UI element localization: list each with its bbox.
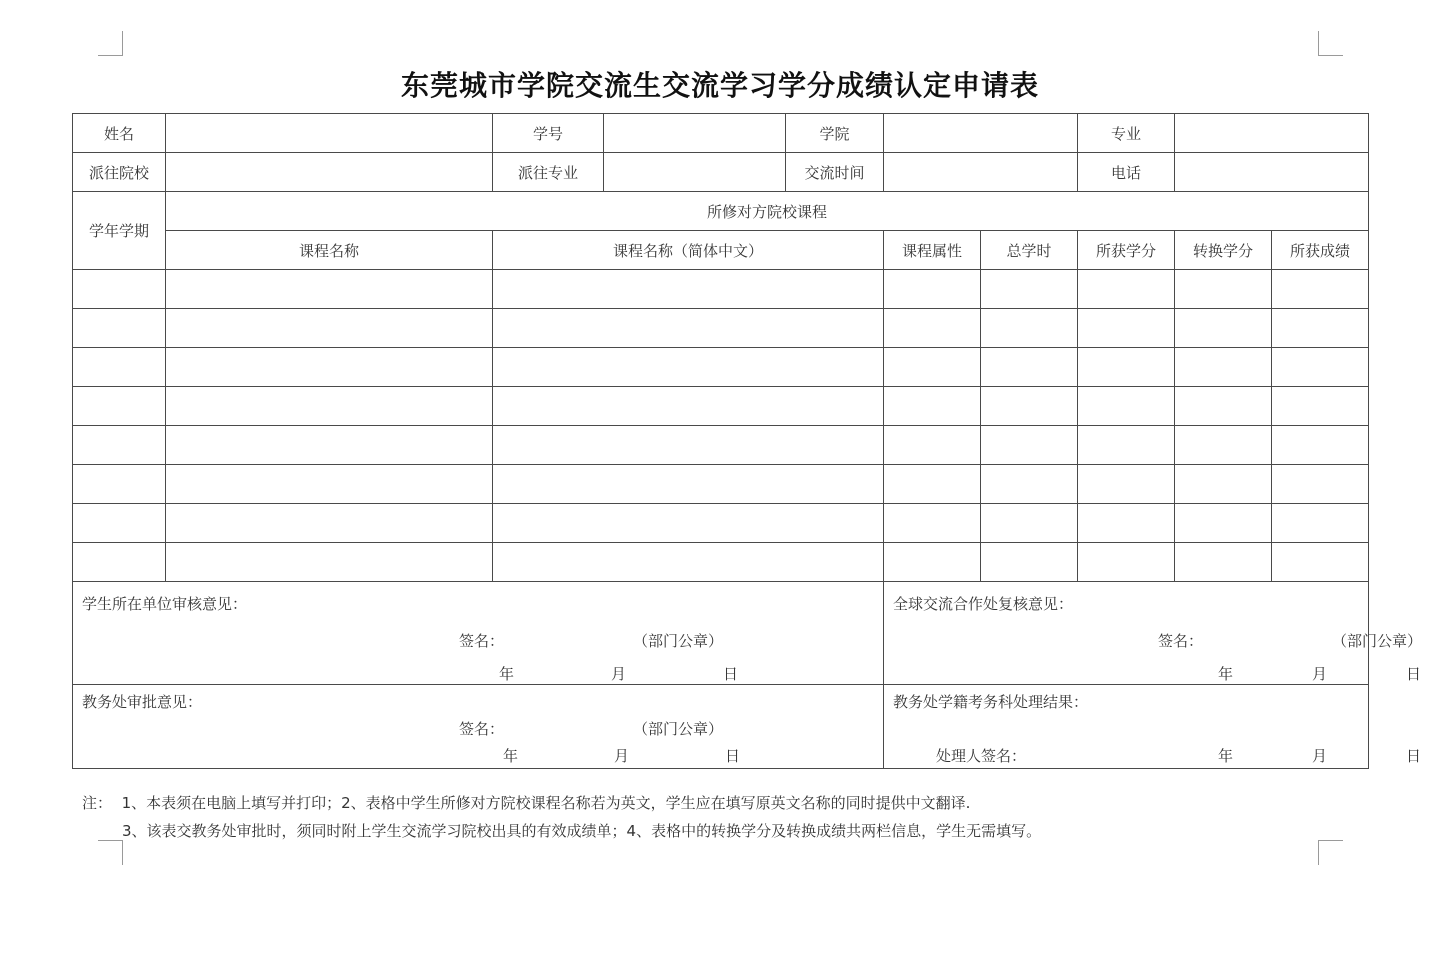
course-name-cell[interactable] — [166, 309, 493, 348]
course-type-cell[interactable] — [884, 504, 981, 543]
course-name-cn-cell[interactable] — [493, 504, 884, 543]
unit-sign-label: 签名： — [459, 632, 505, 650]
course-name-cell[interactable] — [166, 270, 493, 309]
global-year-label: 年 — [1218, 665, 1234, 683]
course-name-cn-cell[interactable] — [493, 465, 884, 504]
grade-earned-cell[interactable] — [1272, 348, 1369, 387]
crop-mark-top-right — [1318, 31, 1343, 56]
converted-credits-cell[interactable] — [1175, 309, 1272, 348]
semester-cell[interactable] — [73, 426, 166, 465]
major-field[interactable] — [1175, 114, 1369, 153]
course-name-cell[interactable] — [166, 426, 493, 465]
phone-label: 电话 — [1078, 153, 1175, 192]
semester-label: 学年学期 — [73, 192, 166, 270]
total-hours-cell[interactable] — [981, 426, 1078, 465]
grade-earned-cell[interactable] — [1272, 426, 1369, 465]
course-type-cell[interactable] — [884, 348, 981, 387]
global-office-label: 全球交流合作处复核意见： — [893, 595, 1074, 613]
total-hours-cell[interactable] — [981, 504, 1078, 543]
course-row — [73, 504, 1369, 543]
semester-cell[interactable] — [73, 387, 166, 426]
course-type-cell[interactable] — [884, 270, 981, 309]
college-field[interactable] — [884, 114, 1078, 153]
unit-opinion-section[interactable] — [73, 582, 884, 685]
unit-month-label: 月 — [611, 665, 627, 683]
course-type-cell[interactable] — [884, 426, 981, 465]
col-converted-credits: 转换学分 — [1175, 231, 1272, 270]
notes-line-1 — [82, 789, 1041, 817]
grade-earned-cell[interactable] — [1272, 465, 1369, 504]
total-hours-cell[interactable] — [981, 543, 1078, 582]
notes-text-1: 1、本表须在电脑上填写并打印；2、表格中学生所修对方院校课程名称若为英文，学生应在填写原英文名称的同时提供中文翻译. — [121, 794, 971, 812]
course-row — [73, 426, 1369, 465]
global-office-section[interactable] — [884, 582, 1423, 685]
col-total-hours: 总学时 — [981, 231, 1078, 270]
course-group-header: 所修对方院校课程 — [166, 192, 1369, 231]
approval-row-1 — [73, 582, 1369, 685]
semester-cell[interactable] — [73, 465, 166, 504]
grade-earned-cell[interactable] — [1272, 270, 1369, 309]
course-name-cell[interactable] — [166, 504, 493, 543]
registry-day-label: 日 — [1406, 747, 1422, 765]
course-type-cell[interactable] — [884, 309, 981, 348]
course-type-cell[interactable] — [884, 387, 981, 426]
form-title: 东莞城市学院交流生交流学习学分成绩认定申请表 — [400, 69, 1039, 102]
course-type-cell[interactable] — [884, 465, 981, 504]
course-name-cell[interactable] — [166, 387, 493, 426]
course-columns-row — [73, 231, 1369, 270]
col-credits-earned: 所获学分 — [1078, 231, 1175, 270]
info-row-2 — [73, 153, 1369, 192]
host-school-field[interactable] — [166, 153, 493, 192]
registry-month-label: 月 — [1312, 747, 1328, 765]
academic-month-label: 月 — [614, 747, 630, 765]
name-label: 姓名 — [73, 114, 166, 153]
notes-prefix: 注： — [82, 794, 113, 812]
exchange-time-label: 交流时间 — [786, 153, 884, 192]
course-name-cn-cell[interactable] — [493, 348, 884, 387]
academic-sign-label: 签名： — [459, 720, 505, 738]
academic-office-section[interactable] — [73, 685, 884, 769]
global-sign-label: 签名： — [1158, 632, 1204, 650]
semester-cell[interactable] — [73, 309, 166, 348]
converted-credits-cell[interactable] — [1175, 270, 1272, 309]
unit-stamp-label: （部门公章） — [633, 632, 724, 650]
col-course-type: 课程属性 — [884, 231, 981, 270]
crop-mark-bottom-right — [1318, 840, 1343, 865]
academic-stamp-label: （部门公章） — [633, 720, 724, 738]
credits-earned-cell[interactable] — [1078, 543, 1175, 582]
course-row — [73, 387, 1369, 426]
credits-earned-cell[interactable] — [1078, 270, 1175, 309]
registry-label: 教务处学籍考务科处理结果： — [893, 693, 1089, 711]
total-hours-cell[interactable] — [981, 270, 1078, 309]
converted-credits-cell[interactable] — [1175, 348, 1272, 387]
converted-credits-cell[interactable] — [1175, 465, 1272, 504]
course-name-cn-cell[interactable] — [493, 426, 884, 465]
name-field[interactable] — [166, 114, 493, 153]
credits-earned-cell[interactable] — [1078, 387, 1175, 426]
credits-earned-cell[interactable] — [1078, 504, 1175, 543]
total-hours-cell[interactable] — [981, 348, 1078, 387]
global-stamp-label: （部门公章） — [1332, 632, 1423, 650]
global-month-label: 月 — [1312, 665, 1328, 683]
college-label: 学院 — [786, 114, 884, 153]
credits-earned-cell[interactable] — [1078, 426, 1175, 465]
grade-earned-cell[interactable] — [1272, 543, 1369, 582]
unit-year-label: 年 — [499, 665, 515, 683]
host-major-label: 派往专业 — [493, 153, 604, 192]
col-course-name: 课程名称 — [166, 231, 493, 270]
semester-cell[interactable] — [73, 543, 166, 582]
host-school-label: 派往院校 — [73, 153, 166, 192]
notes-block — [82, 789, 1041, 845]
converted-credits-cell[interactable] — [1175, 504, 1272, 543]
notes-line-2 — [82, 817, 1041, 845]
global-day-label: 日 — [1406, 665, 1422, 683]
handler-sign-label: 处理人签名： — [936, 747, 1027, 765]
crop-mark-top-left — [98, 31, 123, 56]
credits-earned-cell[interactable] — [1078, 465, 1175, 504]
total-hours-cell[interactable] — [981, 465, 1078, 504]
course-row — [73, 270, 1369, 309]
col-grade-earned: 所获成绩 — [1272, 231, 1369, 270]
student-id-field[interactable] — [604, 114, 786, 153]
course-row — [73, 348, 1369, 387]
semester-cell[interactable] — [73, 504, 166, 543]
academic-office-label: 教务处审批意见： — [82, 693, 203, 711]
course-name-cell[interactable] — [166, 348, 493, 387]
phone-field[interactable] — [1175, 153, 1369, 192]
approval-row-2 — [73, 685, 1369, 769]
academic-year-label: 年 — [503, 747, 519, 765]
course-name-cell[interactable] — [166, 543, 493, 582]
course-name-cn-cell[interactable] — [493, 309, 884, 348]
semester-cell[interactable] — [73, 348, 166, 387]
converted-credits-cell[interactable] — [1175, 426, 1272, 465]
course-name-cn-cell[interactable] — [493, 270, 884, 309]
grade-earned-cell[interactable] — [1272, 387, 1369, 426]
unit-day-label: 日 — [723, 665, 739, 683]
info-row-1 — [73, 114, 1369, 153]
grade-earned-cell[interactable] — [1272, 309, 1369, 348]
credits-earned-cell[interactable] — [1078, 348, 1175, 387]
student-id-label: 学号 — [493, 114, 604, 153]
course-name-cn-cell[interactable] — [493, 387, 884, 426]
converted-credits-cell[interactable] — [1175, 387, 1272, 426]
exchange-time-field[interactable] — [884, 153, 1078, 192]
course-type-cell[interactable] — [884, 543, 981, 582]
application-form-table — [72, 113, 1423, 769]
grade-earned-cell[interactable] — [1272, 504, 1369, 543]
academic-day-label: 日 — [725, 747, 741, 765]
course-row — [73, 543, 1369, 582]
semester-cell[interactable] — [73, 270, 166, 309]
course-row — [73, 465, 1369, 504]
total-hours-cell[interactable] — [981, 387, 1078, 426]
course-name-cn-cell[interactable] — [493, 543, 884, 582]
course-group-header-row — [73, 192, 1369, 231]
host-major-field[interactable] — [604, 153, 786, 192]
unit-opinion-label: 学生所在单位审核意见： — [82, 595, 248, 613]
major-label: 专业 — [1078, 114, 1175, 153]
total-hours-cell[interactable] — [981, 309, 1078, 348]
registry-section[interactable] — [884, 685, 1422, 769]
notes-text-2: 3、该表交教务处审批时，须同时附上学生交流学习院校出具的有效成绩单；4、表格中的转换学分及转换成绩共两栏信息，学生无需填写。 — [122, 822, 1042, 840]
course-row — [73, 309, 1369, 348]
credits-earned-cell[interactable] — [1078, 309, 1175, 348]
course-name-cell[interactable] — [166, 465, 493, 504]
converted-credits-cell[interactable] — [1175, 543, 1272, 582]
col-course-name-cn: 课程名称（简体中文） — [493, 231, 884, 270]
registry-year-label: 年 — [1218, 747, 1234, 765]
